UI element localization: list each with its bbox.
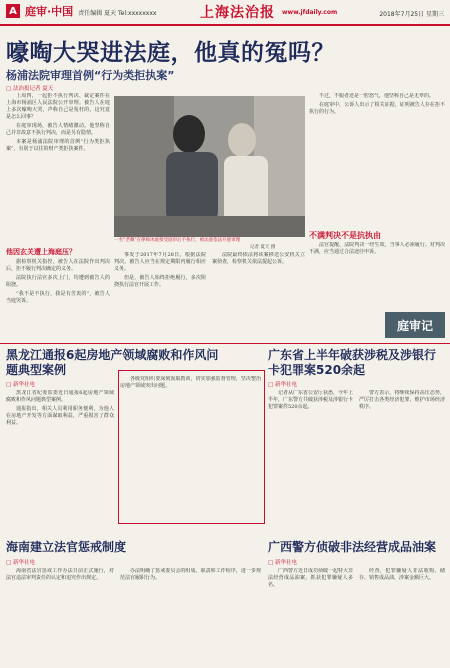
lead-section-title: 他因玄关遭上海庭压？ (6, 248, 76, 256)
section-divider (0, 343, 450, 344)
story-title-guangdong: 广东省上半年破获涉税及涉银行卡犯罪案520余起 (268, 348, 437, 377)
newspaper-url: www.jfdaily.com (282, 9, 338, 16)
story-body-guangxi-2 (359, 568, 445, 664)
story-paragraph: 警方表示，将继续保持高压态势，严厉打击各类经济犯罪，维护市场经济秩序。 (359, 390, 445, 410)
newspaper-logo: 上海法治报 (200, 5, 275, 21)
story-body-heilongjiang (6, 390, 114, 488)
story-title-hainan: 海南建立法官惩戒制度 (6, 540, 127, 554)
story-tag-guangdong: □ 新华社电 (268, 382, 297, 388)
issue-date: 2018年7月25日 星期三 (379, 11, 444, 18)
middle-paragraph: 事发于2017年7月28日。根据法院判决，被告人应当在规定期限内履行相应义务。 (114, 252, 206, 272)
story-body-hainan-2 (120, 568, 261, 664)
lead-column-2 (6, 244, 110, 338)
page-badge: A (6, 4, 20, 18)
right-column (309, 93, 445, 228)
story-paragraph: 黑龙江省纪委监委近日通报6起房地产领域腐败和作风问题典型案例。 (6, 390, 114, 403)
story-body-guangdong (268, 390, 353, 530)
masthead-left (6, 3, 156, 19)
lead-paragraph: 据检察机关指控，被告人在法院作出判决后，拒不履行判决确定的义务。 (6, 259, 110, 272)
middle-column (114, 252, 206, 340)
masthead (0, 0, 450, 26)
photo-credit: 记者 夏天 摄 (250, 245, 276, 250)
story-paragraph: 经查，犯罪嫌疑人非法收购、储存、销售成品油，涉案金额巨大。 (359, 568, 445, 581)
right-paragraph: 在庭审中，公诉人出示了相关证据，证明被告人存在拒不执行的行为。 (309, 102, 445, 115)
photo-caption: 一名“老赖”在律师冰庭接受庭审后不执行，被法庭依法开庭审理 (114, 238, 241, 243)
story-body-hainan (6, 568, 114, 664)
main-headline: 嚎啕大哭进法庭，他真的冤吗？ (6, 40, 335, 66)
courtroom-photo-illustration (114, 96, 305, 237)
main-byline: □ 法治报记者 夏天 (6, 86, 54, 92)
highlight-box (118, 370, 265, 524)
story-body-guangdong-2 (359, 390, 445, 530)
section-name: 庭审·中国 (25, 5, 74, 18)
lead-paragraph: 法院执行法官多次上门，均遭到被告人的阻挠。 (6, 275, 110, 288)
main-subhead: 杨浦法院审理首例“行为类拒执案” (6, 69, 175, 82)
lead-column (6, 93, 110, 243)
middle-paragraph: 法院最终依法将该案移送公安机关立案侦查，检察机关依法提起公诉。 (212, 252, 305, 265)
right-paragraph: 法官提醒，法院判决一经生效，当事人必须履行。对判决不满，应当通过合法途径申诉。 (309, 242, 445, 255)
story-title-guangxi: 广西警方侦破非法经营成品油案 (268, 540, 437, 554)
middle-column-2 (212, 252, 305, 340)
lead-paragraph: “我不是不执行，我是有苦衷的”，被告人当庭哭诉。 (6, 291, 110, 304)
lead-paragraph: 上周四，一起拒不执行判决、裁定案件在上海市杨浦区人民法院公开审理。被告人在庭上多次嚎啕大哭，声称自己是冤枉的，这究竟是怎么回事？ (6, 93, 110, 120)
right-paragraph: 不过，不服者还是一腔怒气，他坚称自己是无辜的。 (319, 93, 435, 99)
story-paragraph: 海南省法官惩戒工作办法日前正式施行，对法官违法审判责任的认定和追究作出规定。 (6, 568, 114, 581)
story-tag-heilongjiang: □ 新华社电 (6, 382, 35, 388)
story-paragraph: 办法明确了惩戒委员会的组成、职责和工作程序，进一步规范法官履职行为。 (120, 568, 261, 581)
lead-paragraph: 本案是杨浦法院审理的首例“行为类拒执案”，有别于以往的财产类拒执案件。 (6, 139, 110, 152)
story-title-heilongjiang: 黑龙江通报6起房地产领域腐败和作风问题典型案例 (6, 348, 219, 377)
column-stamp: 庭审记 (385, 312, 445, 338)
editor-info: 责任编辑 夏天 Tel:xxxxxxxx (78, 10, 157, 17)
lead-paragraph: 在庭审现场，被告人情绪激动。他坚称自己并非故意不执行判决，而是另有隐情。 (6, 123, 110, 136)
story-paragraph: 广西警方近日成功侦破一起特大非法经营成品油案，抓获犯罪嫌疑人多名。 (268, 568, 353, 588)
middle-paragraph: 但是，被告人始终拒绝履行，多次阻挠执行法官开展工作。 (114, 275, 206, 288)
story-paragraph: 各级党组织要深刻汲取教训，切实加强监督管理，坚决整治房地产领域突出问题。 (120, 376, 261, 389)
courtroom-photo (114, 96, 305, 237)
insert-heading: 不满判决不是抗执由 (309, 231, 381, 240)
story-body-guangxi (268, 568, 353, 664)
story-paragraph: 通报指出，相关人员利用职务便利，为他人在房地产开发等方面谋取利益，严重损害了群众利益。 (6, 406, 114, 426)
story-tag-hainan: □ 新华社电 (6, 560, 35, 566)
story-paragraph: 记者从广东省公安厅获悉，今年上半年，广东警方共破获涉税及涉银行卡犯罪案件520余起。 (268, 390, 353, 410)
right-column-2 (309, 242, 445, 308)
story-tag-guangxi: □ 新华社电 (268, 560, 297, 566)
